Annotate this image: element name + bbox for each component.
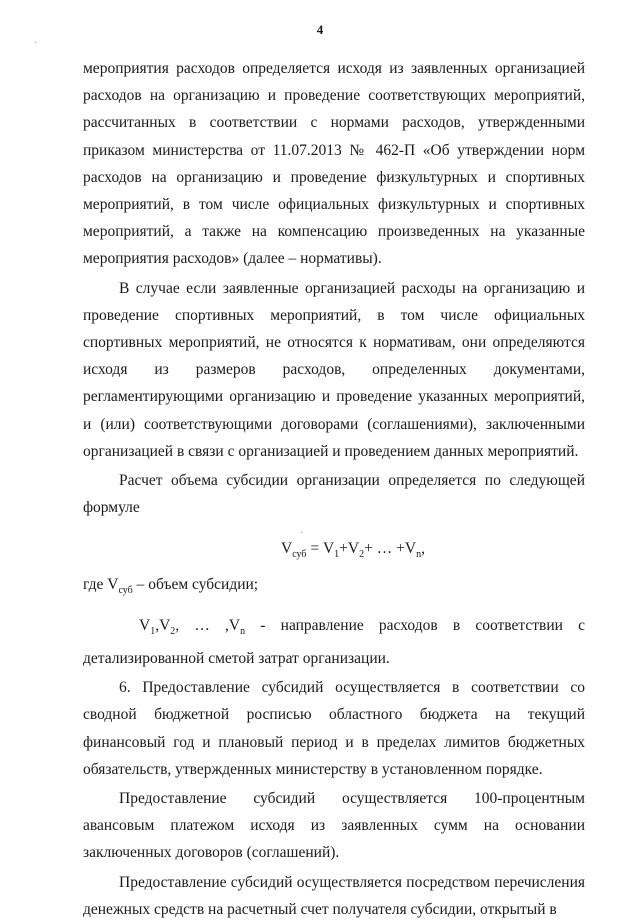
paragraph-transfer: Предоставление субсидий осуществляется посредством перечисления денежных средств на расчетный счет получателя субсидии, открытый в [83, 873, 585, 918]
paragraph-calculation: Расчет объема субсидии организации определяется по следующей формуле [83, 472, 585, 517]
var-sub2: 2 [170, 625, 176, 637]
document-body [83, 55, 585, 923]
var-text: - направление расходов в соответствии с детализированной сметой затрат организации. [83, 616, 585, 667]
formula-dots: … [372, 540, 397, 558]
formula-subn: n [416, 549, 422, 561]
paragraph-norms: мероприятия расходов определяется исходя из заявленных организацией расходов на организацию и проведение соответствующих мероприятий, рассчитанных в соответствии с нормами расходов, утвержденными приказом министерства от 11.07.2013 № 462-П «Об утверждении норм расходов на организацию и проведение физкультурных и спортивных мероприятий, в том числе официальных физкультурных и спортивных мероприятий, а также на компенсацию произведенных на указанные мероприятия расходов» (далее – нормативы). [83, 60, 585, 268]
scan-mark: · [34, 38, 38, 49]
where-v: V [107, 575, 119, 593]
where-lead: где [83, 575, 108, 593]
formula-eq: = [306, 540, 323, 558]
formula-where [83, 571, 585, 604]
var-sub1: 1 [150, 625, 156, 637]
scan-mark: · [300, 528, 304, 539]
formula-tail: , [421, 540, 425, 558]
paragraph-6: 6. Предоставление субсидий осуществляется в соответствии со сводной бюджетной росписью областного бюджета на текущий финансовый год и плановый период и в пределах лимитов бюджетных обязательств, утвержденных министерству в установленном порядке. [83, 679, 585, 778]
paragraph-advance: Предоставление субсидий осуществляется 100-процентным авансовым платежом исходя из заявленных сумм на основании заключенных договоров (соглашений). [83, 789, 585, 862]
where-text: – объем субсидии; [132, 575, 259, 593]
paragraph-other-expenses: В случае если заявленные организацией расходы на организацию и проведение спортивных мероприятий, в том числе официальных спортивных мероприятий, не относятся к нормативам, они определяются исходя из размеров расходов, определенных документами, регламентирующими организацию и проведение указанных мероприятий, и (или) соответствующими договорами (соглашениями), заключенными организацией в связи с организацией и проведением данных мероприятий. [83, 279, 585, 460]
where-v-sub: суб [118, 584, 133, 596]
formula-v: V [281, 540, 293, 558]
formula-variables [83, 612, 585, 673]
subsidy-formula [83, 535, 585, 568]
var-vn: , … ,V [175, 616, 241, 634]
formula-sub1: 1 [334, 549, 340, 561]
var-v2: ,V [155, 616, 171, 634]
var-v1: V [139, 616, 151, 634]
page-number: 4 [316, 22, 324, 37]
formula-v-sub: суб [292, 549, 307, 561]
formula-sub2: 2 [359, 549, 365, 561]
formula-v1: V [322, 540, 335, 558]
var-subn: n [240, 625, 246, 637]
formula-plus2: + [364, 540, 373, 558]
formula-plus3: + [396, 540, 405, 558]
formula-plus1: + [339, 540, 348, 558]
formula-vn: V [404, 540, 417, 558]
formula-v2: V [347, 540, 360, 558]
